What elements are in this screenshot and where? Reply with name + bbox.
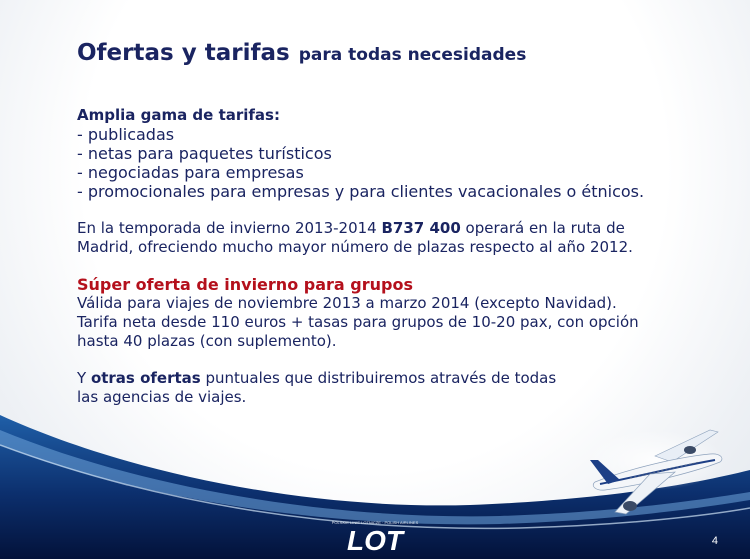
fares-heading: Amplia gama de tarifas: [77,106,280,124]
winter-aircraft: B737 400 [381,219,461,237]
winter-paragraph [77,219,687,257]
other-text-bold: otras ofertas [90,369,201,387]
winter-text-after: operará en la ruta de [460,219,625,237]
svg-text:LOT: LOT [347,525,403,556]
page-number: 4 [711,535,718,547]
other-offers-paragraph [77,369,687,407]
winter-text-line2: Madrid, ofreciendo mucho mayor número de plazas respecto al año 2012. [77,238,633,256]
slide-title [77,40,526,66]
offer-line-3: hasta 40 plazas (con suplemento). [77,332,337,350]
fares-item-1: - publicadas [77,125,175,144]
other-text-before: Y [77,369,91,387]
svg-text:POLSKIE LINIE LOTNICZE · POLIS: POLSKIE LINIE LOTNICZE · POLISH AIRLINES [331,520,419,525]
offer-heading: Súper oferta de invierno para grupos [77,275,413,294]
slide-body [77,106,687,407]
winter-text-before: En la temporada de invierno 2013-2014 [77,219,382,237]
offer-line-1: Válida para viajes de noviembre 2013 a marzo 2014 (excepto Navidad). [77,294,617,312]
title-main: Ofertas y tarifas [77,40,290,66]
fares-item-3: - negociadas para empresas [77,163,304,182]
other-text-after: puntuales que distribuiremos através de todas [200,369,557,387]
title-sub: para todas necesidades [298,45,527,65]
fares-item-2: - netas para paquetes turísticos [77,144,332,163]
offer-line-2: Tarifa neta desde 110 euros + tasas para grupos de 10-20 pax, con opción [77,313,639,331]
fares-item-4: - promocionales para empresas y para clientes vacacionales o étnicos. [77,182,645,201]
other-text-line2: las agencias de viajes. [77,388,247,406]
